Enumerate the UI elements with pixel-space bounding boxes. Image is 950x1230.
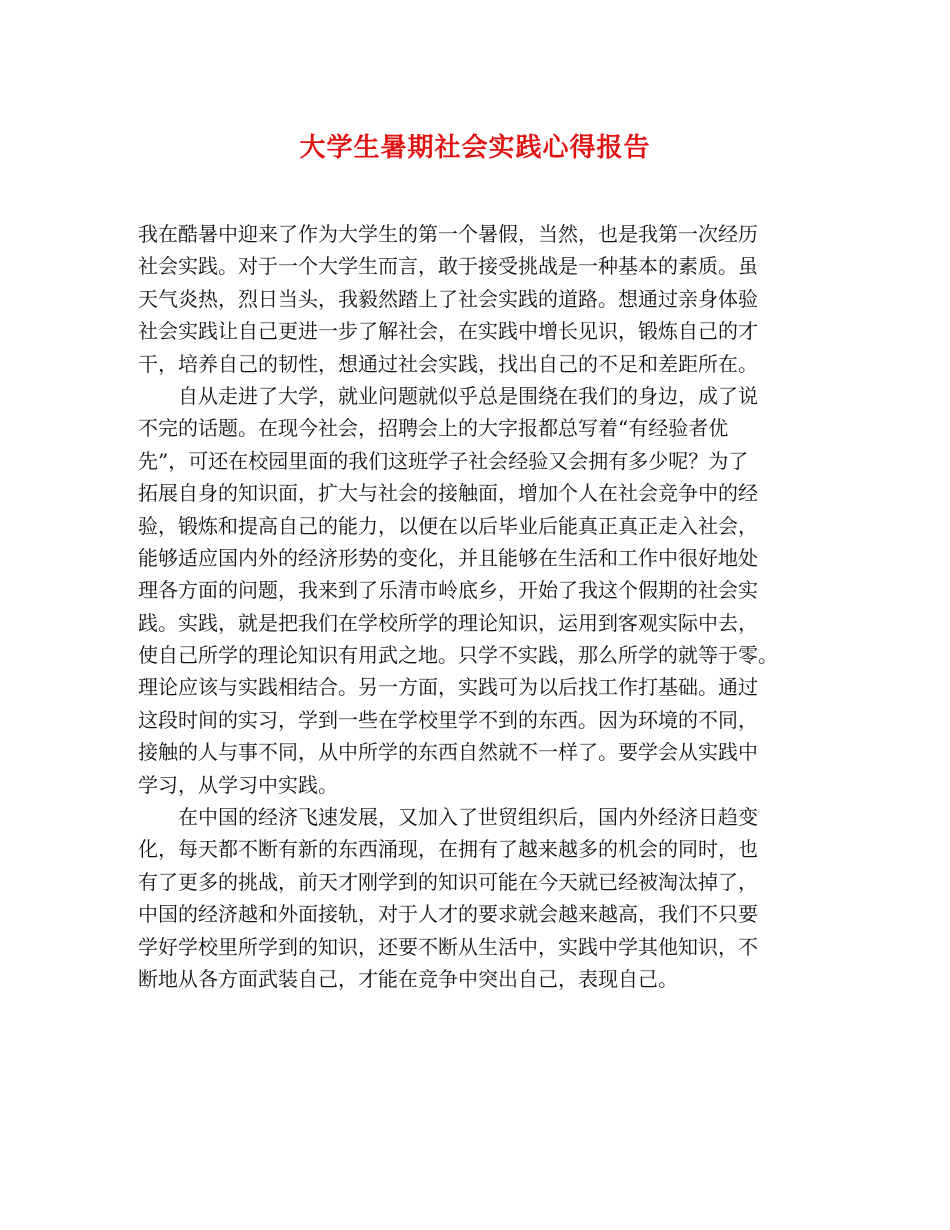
text-line: 学习，从学习中实践。	[138, 772, 338, 797]
page-title: 大学生暑期社会实践心得报告	[299, 133, 651, 163]
text-line: 有了更多的挑战，前天才刚学到的知识可能在今天就已经被淘汰掉了，	[138, 869, 758, 894]
text-line: 天气炎热，烈日当头，我毅然踏上了社会实践的道路。想通过亲身体验	[138, 286, 758, 311]
text-line: 中国的经济越和外面接轨，对于人才的要求就会越来越高，我们不只要	[138, 902, 758, 927]
text-line: 社会实践让自己更进一步了解社会，在实践中增长见识，锻炼自己的才	[138, 319, 758, 344]
text-line: 不完的话题。在现今社会，招聘会上的大字报都总写着“有经验者优	[138, 416, 729, 441]
text-line: 干，培养自己的韧性，想通过社会实践，找出自己的不足和差距所在。	[138, 351, 758, 376]
text-line: 社会实践。对于一个大学生而言，敢于接受挑战是一种基本的素质。虽	[138, 254, 758, 279]
text-line: 在中国的经济飞速发展，又加入了世贸组织后，国内外经济日趋变	[138, 805, 758, 830]
text-line: 这段时间的实习，学到一些在学校里学不到的东西。因为环境的不同，	[138, 707, 758, 732]
text-line: 理各方面的问题，我来到了乐清市岭底乡，开始了我这个假期的社会实	[138, 578, 758, 603]
text-line: 理论应该与实践相结合。另一方面，实践可为以后找工作打基础。通过	[138, 675, 758, 700]
text-line: 我在酷暑中迎来了作为大学生的第一个暑假，当然，也是我第一次经历	[138, 222, 758, 246]
body-text	[138, 218, 828, 995]
text-line: 能够适应国内外的经济形势的变化，并且能够在生活和工作中很好地处	[138, 545, 758, 570]
text-line: 先”，可还在校园里面的我们这班学子社会经验又会拥有多少呢？为了	[138, 448, 749, 473]
text-line: 断地从各方面武装自己，才能在竞争中突出自己，表现自己。	[138, 966, 678, 991]
text-line: 自从走进了大学，就业问题就似乎总是围绕在我们的身边，成了说	[138, 383, 758, 408]
text-line: 践。实践，就是把我们在学校所学的理论知识，运用到客观实际中去，	[138, 610, 758, 635]
text-line: 化，每天都不断有新的东西涌现，在拥有了越来越多的机会的同时，也	[138, 837, 758, 862]
text-line: 验，锻炼和提高自己的能力，以便在以后毕业后能真正真正走入社会，	[138, 513, 758, 538]
text-line: 接触的人与事不同，从中所学的东西自然就不一样了。要学会从实践中	[138, 740, 758, 765]
text-line: 使自己所学的理论知识有用武之地。只学不实践，那么所学的就等于零。	[138, 643, 778, 668]
text-line: 拓展自身的知识面，扩大与社会的接触面，增加个人在社会竞争中的经	[138, 481, 758, 506]
text-line: 学好学校里所学到的知识，还要不断从生活中，实践中学其他知识，不	[138, 934, 758, 959]
